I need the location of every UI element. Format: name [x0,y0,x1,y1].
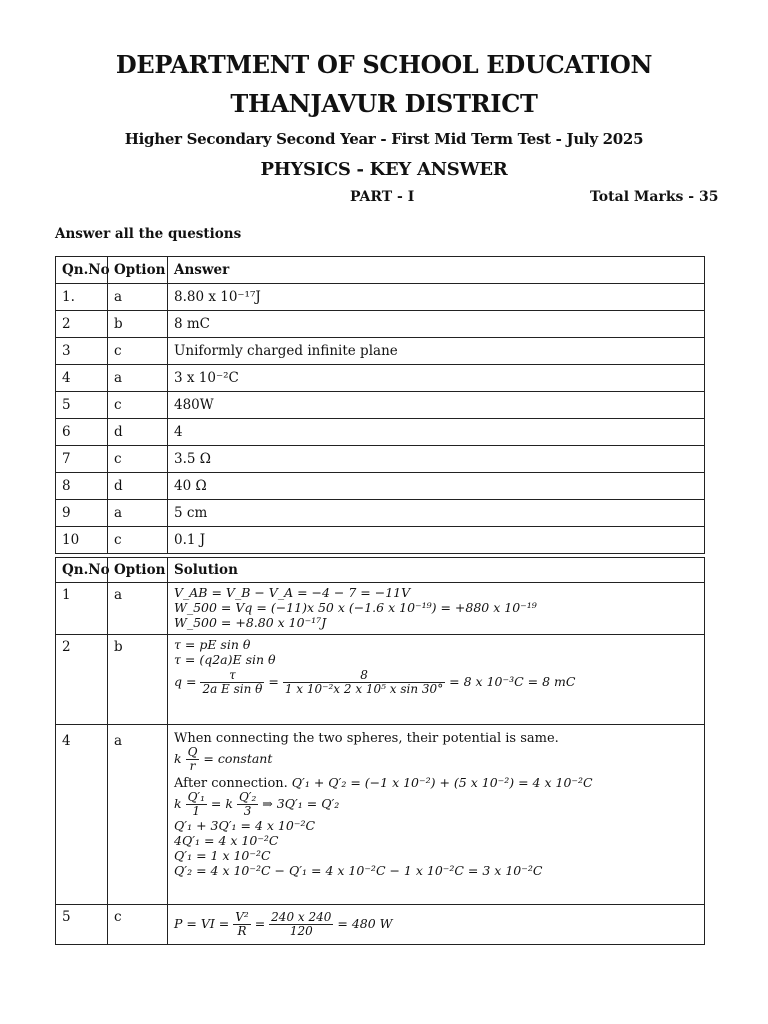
answer: Uniformly charged infinite plane [168,338,705,365]
header-answer: Answer [168,257,705,284]
subject-title: PHYSICS - KEY ANSWER [260,159,508,180]
qn-no: 1. [56,284,108,311]
solution-header-row [56,558,705,583]
qn-no: 3 [56,338,108,365]
option: d [108,419,168,446]
table-row [56,725,705,905]
solution-line: W_500 = Vq = (−11)x 50 x (−1.6 x 10⁻¹⁹) = +880 x 10⁻¹⁹ [174,600,537,615]
answer: 4 [168,419,705,446]
numerator: 8 [283,669,445,683]
solution-cell [168,725,705,905]
qn-no: 9 [56,500,108,527]
ratio-equation [174,791,698,818]
solution-line: Q′₁ = 1 x 10⁻²C [174,848,271,863]
numerator: V² [235,910,249,924]
option: d [108,473,168,500]
option: a [108,365,168,392]
fraction [233,911,250,938]
numerator: Q′₁ [187,790,205,804]
header-qn-no: Qn.No [56,558,108,583]
answer: 3 x 10⁻²C [168,365,705,392]
table-row [56,284,705,311]
qn-no: 4 [56,725,108,905]
table-row [56,635,705,725]
denominator: 2a E sin θ [202,682,263,696]
power-equation [174,911,698,938]
table-row [56,446,705,473]
solution-cell [168,583,705,635]
mcq-header-row [56,257,705,284]
exam-title: Higher Secondary Second Year - First Mid Term Test - July 2025 [124,130,644,148]
numerator: Q [187,745,198,759]
solution-cell [168,635,705,725]
after-connection-line [174,775,698,791]
numerator: Q′₂ [238,790,257,804]
numerator: 240 x 240 [271,910,332,924]
answer: 40 Ω [168,473,705,500]
option: c [108,338,168,365]
qn-no: 10 [56,527,108,554]
option: b [108,635,168,725]
ratio-result: ⇒ 3Q′₁ = Q′₂ [262,796,340,811]
k-constant: = constant [203,751,273,766]
constant-equation [174,746,698,773]
table-row [56,365,705,392]
option: a [108,583,168,635]
denominator: R [237,924,247,938]
denominator: r [189,759,196,773]
equals: = [254,916,266,931]
option: c [108,392,168,419]
option: c [108,905,168,945]
solution-line: τ = pE sin θ [174,637,251,652]
fraction [237,791,258,818]
table-row [56,338,705,365]
fraction [186,746,200,773]
qn-no: 8 [56,473,108,500]
table-row [56,583,705,635]
qn-no: 2 [56,635,108,725]
numerator: τ [200,669,264,683]
fraction [283,669,445,696]
ratio-mid: = k [210,796,233,811]
header-qn-no: Qn.No [56,257,108,284]
answer: 8.80 x 10⁻¹⁷J [168,284,705,311]
header-option: Option [108,257,168,284]
q-lhs: q = [174,674,197,689]
qn-no: 7 [56,446,108,473]
q-result: = 8 x 10⁻³C = 8 mC [449,674,576,689]
qn-no: 5 [56,392,108,419]
qn-no: 4 [56,365,108,392]
department-title: DEPARTMENT OF SCHOOL EDUCATION [115,50,653,79]
solution-line: Q′₁ + 3Q′₁ = 4 x 10⁻²C [174,818,316,833]
solution-table [55,557,705,945]
denominator: 1 x 10⁻²x 2 x 10⁵ x sin 30° [284,682,444,696]
option: b [108,311,168,338]
fraction [269,911,333,938]
option: c [108,446,168,473]
answer: 0.1 J [168,527,705,554]
option: a [108,284,168,311]
p-lhs: P = VI = [174,916,230,931]
solution-line: W_500 = +8.80 x 10⁻¹⁷J [174,615,327,630]
answer: 8 mC [168,311,705,338]
charge-equation [174,669,698,696]
table-row [56,473,705,500]
table-row [56,905,705,945]
solution-line: τ = (q2a)E sin θ [174,652,276,667]
p-result: = 480 W [337,916,393,931]
part-label: PART - I [350,189,415,205]
table-row [56,419,705,446]
k-symbol: k [174,796,182,811]
denominator: 3 [243,804,252,818]
table-row [56,311,705,338]
denominator: 120 [289,924,313,938]
mcq-answer-table [55,256,705,554]
table-row [56,500,705,527]
total-marks: Total Marks - 35 [590,189,719,205]
solution-line: V_AB = V_B − V_A = −4 − 7 = −11V [174,585,411,600]
table-row [56,392,705,419]
answer: 5 cm [168,500,705,527]
header-solution: Solution [168,558,705,583]
equals: = [268,674,279,689]
after-label: After connection. [174,776,288,791]
k-symbol: k [174,751,182,766]
fraction [186,791,207,818]
solution-line: 4Q′₁ = 4 x 10⁻²C [174,833,279,848]
answer: 480W [168,392,705,419]
option: a [108,725,168,905]
fraction [200,669,264,696]
qn-no: 5 [56,905,108,945]
denominator: 1 [192,804,201,818]
qn-no: 1 [56,583,108,635]
option: c [108,527,168,554]
qn-no: 6 [56,419,108,446]
option: a [108,500,168,527]
after-equation: Q′₁ + Q′₂ = (−1 x 10⁻²) + (5 x 10⁻²) = 4 x 10⁻²C [291,775,593,790]
answer: 3.5 Ω [168,446,705,473]
district-title: THANJAVUR DISTRICT [230,89,538,118]
solution-intro: When connecting the two spheres, their potential is same. [174,731,559,746]
solution-line: Q′₂ = 4 x 10⁻²C − Q′₁ = 4 x 10⁻²C − 1 x 10⁻²C = 3 x 10⁻²C [174,863,543,878]
instruction: Answer all the questions [55,226,242,242]
solution-cell [168,905,705,945]
table-row [56,527,705,554]
qn-no: 2 [56,311,108,338]
header-option: Option [108,558,168,583]
